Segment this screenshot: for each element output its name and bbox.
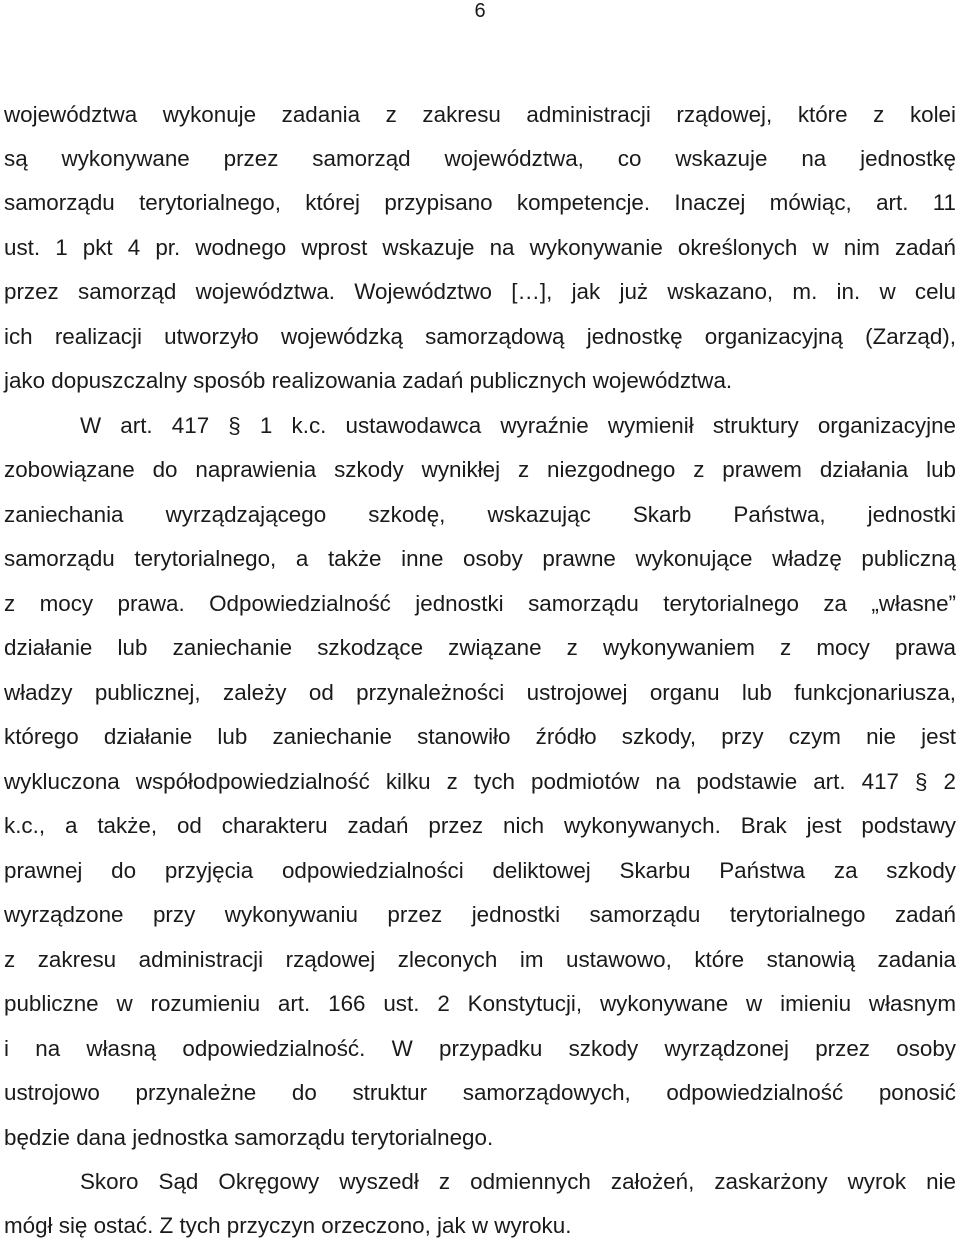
text-line: samorządu terytorialnego, a także inne osoby prawne wykonujące władzę publiczną — [4, 546, 956, 571]
text-line: są wykonywane przez samorząd województwa, co wskazuje na jednostkę — [4, 146, 956, 171]
text-line: zobowiązane do naprawienia szkody wynikłej z niezgodnego z prawem działania lub — [4, 457, 956, 482]
text-line: zaniechania wyrządzającego szkodę, wskazując Skarb Państwa, jednostki — [4, 502, 956, 527]
text-line: i na własną odpowiedzialność. W przypadku szkody wyrządzonej przez osoby — [4, 1036, 956, 1061]
text-line: publiczne w rozumieniu art. 166 ust. 2 Konstytucji, wykonywane w imieniu własnym — [4, 991, 956, 1016]
text-line: przez samorząd województwa. Województwo […], jak już wskazano, m. in. w celu — [4, 279, 956, 304]
text-line: będzie dana jednostka samorządu terytorialnego. — [4, 1125, 494, 1150]
text-line: jako dopuszczalny sposób realizowania zadań publicznych województwa. — [4, 368, 733, 393]
page-number: 6 — [474, 0, 486, 22]
text-line: mógł się ostać. Z tych przyczyn orzeczono, jak w wyroku. — [4, 1213, 572, 1238]
text-line: k.c., a także, od charakteru zadań przez nich wykonywanych. Brak jest podstawy — [4, 813, 956, 838]
text-line: wykluczona współodpowiedzialność kilku z tych podmiotów na podstawie art. 417 § 2 — [4, 769, 956, 794]
text-line: Skoro Sąd Okręgowy wyszedł z odmiennych założeń, zaskarżony wyrok nie — [80, 1169, 956, 1194]
text-line: działanie lub zaniechanie szkodzące związane z wykonywaniem z mocy prawa — [4, 635, 956, 660]
text-line: W art. 417 § 1 k.c. ustawodawca wyraźnie wymienił struktury organizacyjne — [80, 413, 956, 438]
text-line: prawnej do przyjęcia odpowiedzialności deliktowej Skarbu Państwa za szkody — [4, 858, 956, 883]
text-line: ich realizacji utworzyło wojewódzką samorządową jednostkę organizacyjną (Zarząd), — [4, 324, 956, 349]
text-line: województwa wykonuje zadania z zakresu administracji rządowej, które z kolei — [4, 102, 956, 127]
text-line: władzy publicznej, zależy od przynależności ustrojowej organu lub funkcjonariusza, — [4, 680, 956, 705]
text-line: z zakresu administracji rządowej zleconych im ustawowo, które stanowią zadania — [4, 947, 956, 972]
text-line: którego działanie lub zaniechanie stanowiło źródło szkody, przy czym nie jest — [4, 724, 956, 749]
text-line: samorządu terytorialnego, której przypisano kompetencje. Inaczej mówiąc, art. 11 — [4, 190, 956, 215]
text-line: ust. 1 pkt 4 pr. wodnego wprost wskazuje na wykonywanie określonych w nim zadań — [4, 235, 956, 260]
text-line: wyrządzone przy wykonywaniu przez jednostki samorządu terytorialnego zadań — [4, 902, 956, 927]
text-line: ustrojowo przynależne do struktur samorządowych, odpowiedzialność ponosić — [4, 1080, 956, 1105]
text-line: z mocy prawa. Odpowiedzialność jednostki samorządu terytorialnego za „własne” — [4, 591, 956, 616]
